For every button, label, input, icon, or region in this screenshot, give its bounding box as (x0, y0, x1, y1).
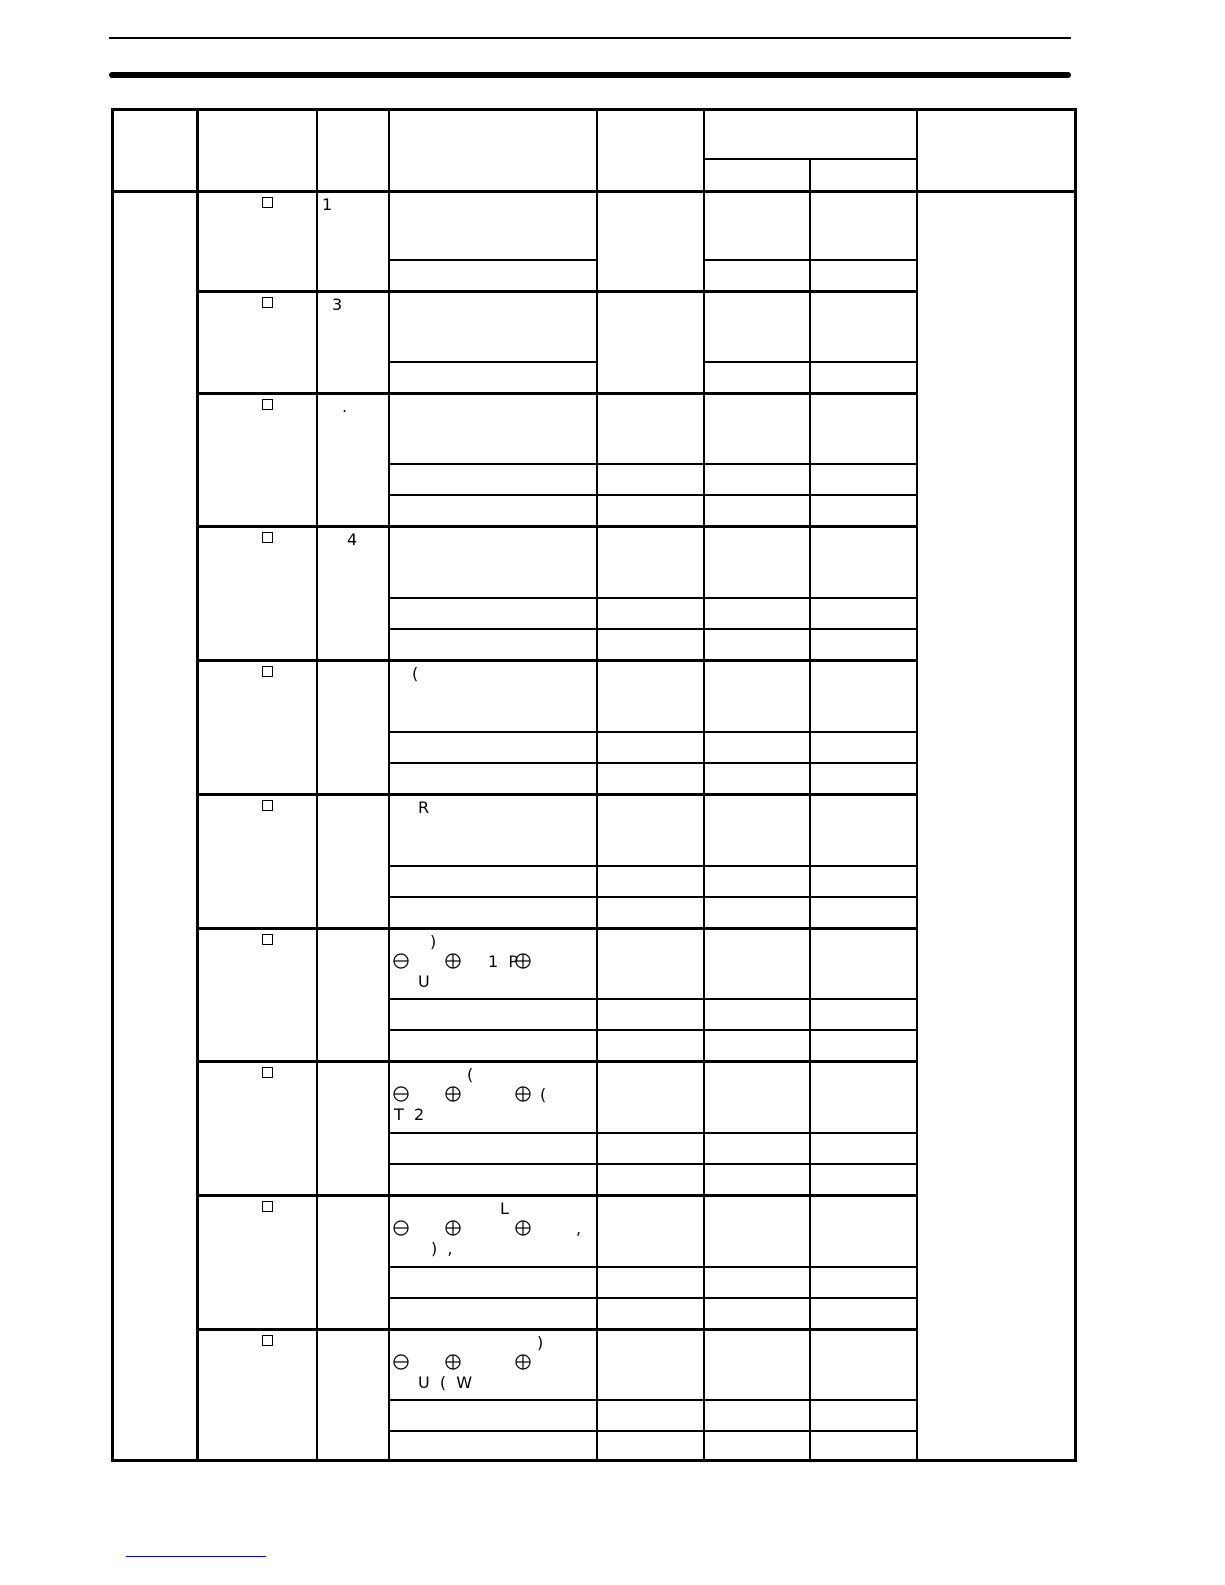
model-checkbox-7 (262, 934, 273, 945)
table-border-top (111, 108, 1077, 111)
description-line-8-3: T 2 (394, 1105, 425, 1124)
circled-plus-icon (445, 1086, 461, 1102)
model-checkbox-5 (262, 666, 273, 677)
model-checkbox-6 (262, 800, 273, 811)
model-checkbox-1 (262, 197, 273, 208)
sub-row-rule-3-2 (388, 494, 916, 496)
header-bottom-rule (111, 190, 1077, 193)
model-suffix-4: 4 (347, 530, 358, 549)
description-line-10-1: ) (537, 1333, 544, 1352)
row-group-rule-8 (196, 1060, 916, 1063)
circled-plus-icon (445, 1354, 461, 1370)
description-line-6-1: R (418, 798, 430, 817)
header-sub-divider (809, 158, 811, 190)
sub-row-rule-6-1 (388, 865, 916, 867)
table-border-bottom (111, 1459, 1077, 1462)
circled-minus-icon (393, 1220, 409, 1236)
model-suffix-1: 1 (322, 195, 333, 214)
col-divider-7 (916, 108, 918, 1459)
sub-row-rule-7-1 (388, 998, 916, 1000)
col-divider-5 (703, 108, 705, 1459)
sub-row-rule-8-1 (388, 1132, 916, 1134)
sub-row-rule-2-1-a (388, 361, 596, 363)
description-line-9-2: , (576, 1219, 582, 1238)
model-suffix-3: . (342, 397, 348, 416)
description-line-7-3: U (418, 972, 430, 991)
sub-row-rule-7-2 (388, 1029, 916, 1031)
table-border-right (1074, 108, 1077, 1462)
circled-minus-icon (393, 953, 409, 969)
description-line-5-1: ( (412, 664, 419, 683)
sub-row-rule-1-1-a (388, 259, 596, 261)
circled-plus-icon (515, 1086, 531, 1102)
description-line-9-1: L (500, 1199, 509, 1218)
table-border-left (111, 108, 114, 1462)
row-group-rule-6 (196, 793, 916, 796)
model-checkbox-4 (262, 532, 273, 543)
header-rule-thin (109, 37, 1071, 39)
circled-plus-icon (515, 1220, 531, 1236)
model-checkbox-3 (262, 399, 273, 410)
row-group-rule-9 (196, 1194, 916, 1197)
sub-row-rule-9-1 (388, 1266, 916, 1268)
description-line-10-3: U ( W (418, 1373, 473, 1392)
row-group-rule-7 (196, 927, 916, 930)
row-group-rule-3 (196, 392, 916, 395)
sub-row-rule-3-1 (388, 463, 916, 465)
model-checkbox-2 (262, 297, 273, 308)
col-divider-3 (388, 108, 390, 1459)
model-suffix-2: 3 (332, 295, 343, 314)
description-line-9-3: ) , (431, 1239, 453, 1258)
row-group-rule-4 (196, 525, 916, 528)
sub-row-rule-10-2 (388, 1430, 916, 1432)
circled-minus-icon (393, 1354, 409, 1370)
sub-row-rule-2-1-b (703, 361, 916, 363)
sub-row-rule-5-2 (388, 762, 916, 764)
sub-row-rule-5-1 (388, 731, 916, 733)
circled-plus-icon (445, 953, 461, 969)
model-checkbox-9 (262, 1201, 273, 1212)
footer-link-underline[interactable] (126, 1556, 266, 1557)
col-divider-6 (809, 190, 811, 1459)
model-checkbox-8 (262, 1067, 273, 1078)
col-divider-1 (196, 108, 199, 1459)
sub-row-rule-8-2 (388, 1163, 916, 1165)
header-rule-thick (109, 72, 1071, 78)
col-divider-2 (316, 108, 318, 1459)
sub-row-rule-6-2 (388, 896, 916, 898)
row-group-rule-2 (196, 290, 916, 293)
specification-table (109, 106, 1076, 1462)
sub-row-rule-4-2 (388, 628, 916, 630)
row-group-rule-10 (196, 1328, 916, 1331)
description-line-8-2: ( (540, 1085, 547, 1104)
description-line-8-1: ( (467, 1065, 474, 1084)
sub-row-rule-10-1 (388, 1399, 916, 1401)
circled-plus-icon (515, 1354, 531, 1370)
circled-minus-icon (393, 1086, 409, 1102)
description-line-7-2: 1 P (488, 952, 518, 971)
sub-row-rule-4-1 (388, 597, 916, 599)
col-divider-4 (596, 108, 598, 1459)
sub-row-rule-1-1-b (703, 259, 916, 261)
model-checkbox-10 (262, 1335, 273, 1346)
circled-plus-icon (515, 953, 531, 969)
row-group-rule-5 (196, 659, 916, 662)
description-line-7-1: ) (430, 932, 437, 951)
sub-row-rule-9-2 (388, 1297, 916, 1299)
circled-plus-icon (445, 1220, 461, 1236)
